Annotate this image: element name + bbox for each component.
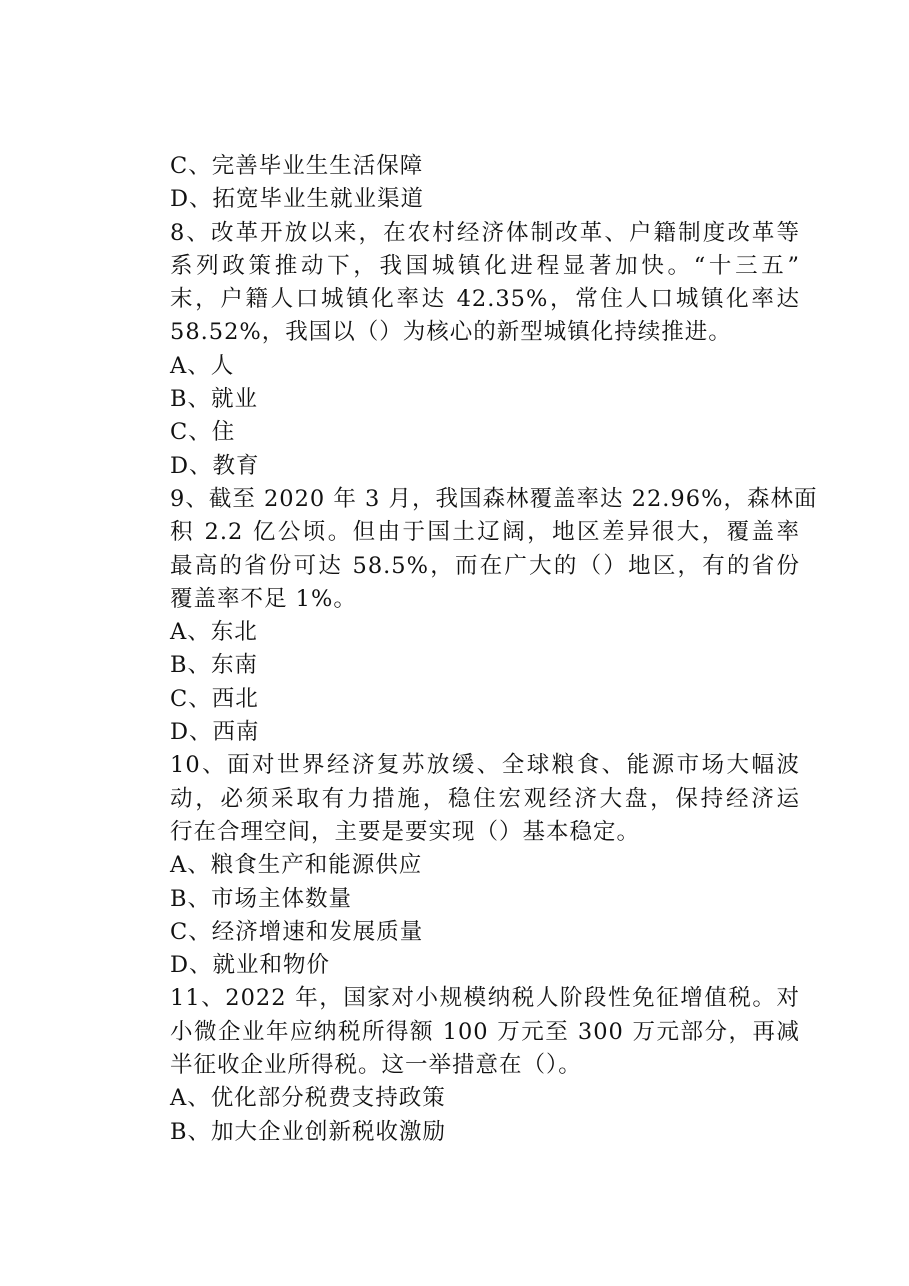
question-8-line-4: 58.52%，我国以（）为核心的新型城镇化持续推进。 [170, 319, 732, 346]
option-d-q9: D、西南 [170, 719, 260, 746]
option-c-q10: C、经济增速和发展质量 [170, 918, 424, 945]
question-11-line-2: 小微企业年应纳税所得额 100 万元至 300 万元部分，再减 [170, 1018, 800, 1045]
question-11-line-1: 11、2022 年，国家对小规模纳税人阶段性免征增值税。对 [170, 985, 800, 1012]
option-c-q8: C、住 [170, 419, 236, 446]
option-b-q11: B、加大企业创新税收激励 [170, 1118, 447, 1145]
document-page [170, 150, 818, 1149]
option-d-q10: D、就业和物价 [170, 952, 331, 979]
question-9-line-1: 9、截至 2020 年 3 月，我国森林覆盖率达 22.96%，森林面 [170, 485, 818, 512]
option-c-q7: C、完善毕业生生活保障 [170, 153, 424, 179]
option-a-q9: A、东北 [170, 619, 258, 646]
question-8-line-2: 系列政策推动下，我国城镇化进程显著加快。“十三五” [170, 252, 800, 279]
question-9-line-3: 最高的省份可达 58.5%，而在广大的（）地区，有的省份 [170, 552, 800, 579]
question-8-line-3: 末，户籍人口城镇化率达 42.35%，常住人口城镇化率达 [170, 286, 800, 313]
question-10-line-3: 行在合理空间，主要是要实现（）基本稳定。 [170, 818, 641, 845]
option-b-q9: B、东南 [170, 652, 259, 679]
option-d-q7: D、拓宽毕业生就业渠道 [170, 186, 425, 213]
option-b-q8: B、就业 [170, 386, 259, 413]
option-a-q8: A、人 [170, 352, 235, 379]
question-11-line-3: 半征收企业所得税。这一举措意在（）。 [170, 1052, 582, 1079]
option-d-q8: D、教育 [170, 452, 260, 479]
option-a-q11: A、优化部分税费支持政策 [170, 1085, 446, 1112]
question-8-line-1: 8、改革开放以来，在农村经济体制改革、户籍制度改革等 [170, 219, 800, 246]
option-a-q10: A、粮食生产和能源供应 [170, 852, 423, 879]
question-10-line-1: 10、面对世界经济复苏放缓、全球粮食、能源市场大幅波 [170, 752, 800, 779]
option-b-q10: B、市场主体数量 [170, 885, 353, 912]
question-10-line-2: 动，必须采取有力措施，稳住宏观经济大盘，保持经济运 [170, 785, 800, 812]
question-9-line-4: 覆盖率不足 1%。 [170, 585, 357, 612]
option-c-q9: C、西北 [170, 685, 259, 712]
question-9-line-2: 积 2.2 亿公顷。但由于国土辽阔，地区差异很大，覆盖率 [170, 519, 800, 546]
